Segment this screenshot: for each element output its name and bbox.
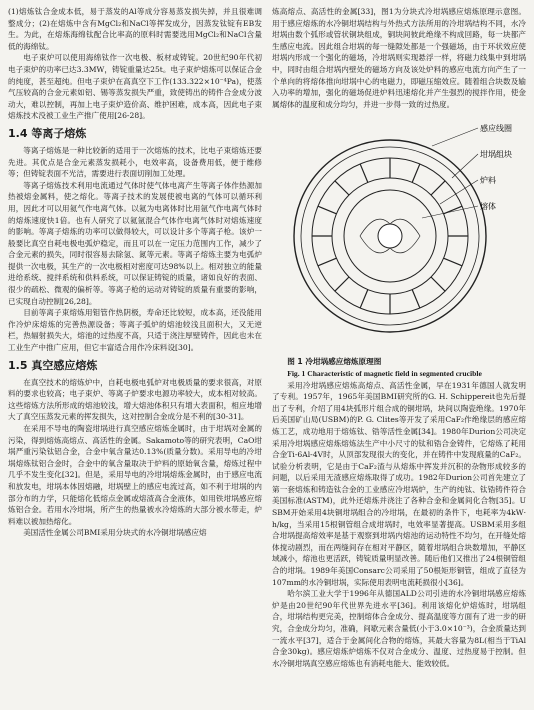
paragraph: 炼高熔点、高活性的金属[33]，图1为分块式冷坩埚感应熔炼原理示意图。用于感应熔炼的水冷铜坩埚结构与外热式方法所用的冷坩埚结构不同，水冷坩埚由数个弧形或管状铜块组成，铜块间彼此绝缘不构成回路，每一块都产生感应电流。因此组合坩埚的每一缝隙处都是一个强磁场，由于环状效应使坩埚内形成一个强化的磁场，冷坩埚则实现悬浮一样，将磁力线集中到坩埚中，同时由组合坩埚内壁处的磁场方向及该处炉料的感应电流方向产生了一个单向的将熔体推向坩埚中心的电磁力，即磁压缩效应。随着组合块数及输入功率的增加，强化的磁场促进炉料迅速熔化并产生强烈的搅拌作用，使金属熔体的温度和成分均匀，并进一步得一致的过热度。 bbox=[272, 7, 526, 109]
figure-caption-en: Fig. 1 Characteristic of magnetic field in segmented crucible bbox=[287, 368, 482, 378]
segment-slit bbox=[360, 164, 368, 182]
segment-slit bbox=[431, 277, 445, 291]
section-heading-plasma-melting: 1.4 等离子熔炼 bbox=[8, 126, 87, 140]
segment-slit bbox=[412, 290, 420, 308]
segment-slit bbox=[318, 259, 336, 267]
paragraph: 美国活性金属公司BMI采用分块式的水冷铜坩埚感应熔 bbox=[23, 528, 207, 538]
paragraph: 采用冷坩埚感应熔炼高熔点、高活性金属，早在1931年德国人就发明了专利。1957年，1965年美国BMI研究所的G. H. Schippereit也先后提出了专利，介绍了用4块弧形片组合成的铜坩埚，块间以陶瓷绝缘。1970年后美国矿山局(USBM)的P. G. Clites等开发了采用CaF₂作绝缘层的感应熔炼工艺，成功地用于熔炼钛、锆等活性金属[34]。1980年Durion公司决定采用冷坩埚感应熔炼熔炼法生产中小尺寸的钛和锆合金铸件，它熔炼了耗用合金Ti-6Al-4V时，从顶部发现很大的变化，并在铸件中发现痕量的CaF₂。试验分析表明，它是由于CaF₂渣与从熔炼中挥发并沉积的杂物形成较多的问题，以后采用无渣感应熔炼取得了成功。1982年Durion公司首先建立了第一套熔炼和铸造钛合金的工业感应冷坩埚炉，生产的纯钛、钛锆铸件符合美国标准(ASTM)，此外还熔炼并浇注了各种合金和金属间化合物[35]。USBM开始采用4块铜坩埚组合的冷坩埚，在最初的条件下，电耗率为4kW·h/kg，当采用15根铜管组合成坩埚时，电效率显著提高。USBM采用多组合坩埚提高熔效率是基于观察到坩埚内熔池的运动特性不均匀，在开缝处熔体搅动剧烈，而在两缝间存在相对平静区，随着坩埚组合块数增加，平静区域减小，熔池也更活跃，铸锭质量明显改善。随后他们又推出了24根铜管组合的坩埚。1989年美国Consarc公司采用了50根矩形铜管，组成了直径为107mm的水冷铜坩埚，实际使用表明电流耗损很小[36]。 bbox=[272, 380, 526, 587]
paragraph: 目前等离子束熔炼用钼管作热阴极，寿命还比较短，成本高，还没能用作冷炉床熔炼的完善热源设备；等离子弧炉的熔池较浅且面积大，又无逆栏，热辐射损失大，熔池的过热度不高，只适于浇注厚壁铸件，因此也未在工业生产中推广应用，但它丰富适合用作冷床料设[30]。 bbox=[8, 308, 262, 353]
leader-line bbox=[422, 206, 478, 218]
crucible-diagram-svg bbox=[272, 114, 526, 354]
leader-line bbox=[432, 128, 478, 146]
segment-slit bbox=[412, 164, 420, 182]
segment-slit bbox=[444, 259, 462, 267]
segment-slit bbox=[335, 277, 349, 291]
paragraph: 在采用不导电的陶瓷坩埚进行真空感应熔炼金属时，由于坩埚对金属的污染，得到熔炼高熔点、高活性的金属。Sakamoto等的研究表明，CaO坩埚严重污染钛铝合金，合金中氧含量达0.13%(质量分数)。采用导电的冷坩埚熔炼钛铝合金时，合金中的氧含量取决于炉料的原始氧含量，熔炼过程中几乎不发生变化[32]。但是，采用导电的冷坩埚熔炼金属时，由于感应电流和放发电，坩埚本体因熔融，坩埚壁上的感应电流过高，如不利于坩埚的内部分布的力学，只能熔化低熔点金属或熔渣高合金液体，如用铁坩埚感应熔炼铝合金。若用水冷坩埚，所产生的热量被水冷熔炼的大部分被水带走，炉料难以被加热熔化。 bbox=[8, 424, 262, 526]
figure-cold-crucible-diagram bbox=[272, 114, 526, 354]
paragraph: 哈尔滨工业大学于1996年从德国ALD公司引进的水冷铜坩埚感应熔炼炉是由20世纪90年代世界先进水平[36]。利用该熔化炉熔炼时，坩埚组合，坩埚结构更完美，控制熔体合金成分、提高温度等方面有了进一步的研究，合金成分均匀，准确，间歇元素含量低(小于3.0×10⁻³)，合金质量达到一流水平[37]，适合于金属间化合物的熔炼，其最大容量为8L(相当于TiAl合金30kg)。感应熔炼炉熔炼不仅对合金成分、温度、过热度易于控制。但水冷铜坩埚真空感应熔炼也有消耗电能大、能效较低。 bbox=[272, 589, 526, 668]
segment-slit bbox=[335, 181, 349, 195]
section-heading-vacuum-induction-melting: 1.5 真空感应熔炼 bbox=[8, 358, 98, 372]
paragraph: (1)熔炼钛合金成本低，易于蒸发的Al等成分容易蒸发损失掉，并且很难调整成分；(2)在熔炼中含有MgCl₂和NaCl等挥发成分，因蒸发钛锭有EB发生。为此，在熔炼海绵钛配合比率高的原料时需要选用MgCl₂和NaCl含量低的海绵钛。 bbox=[8, 7, 262, 51]
paragraph: 等离子熔炼是一种比较新的适用于一次熔炼的技术，比电子束熔炼还要先进。其优点是合金元素蒸发损耗小，电效率高，设备费用低，便于维修等；但铸锭表面不光洁，需要进行表面切削加工处理。 bbox=[8, 145, 262, 179]
paragraph: 在真空技术的熔炼炉中，自耗电极电弧炉对电极质量的要求很高，对原料的要求也较高；电子束炉、等离子炉要求电源功率较大，成本相对较高。这些熔炼方法所形成的熔池较浅，增大熔池体积只有增大表面积，相应地增大了真空压蒸发元素的挥发损失，这对控制合金成分是不利的[30-31]。 bbox=[8, 377, 262, 422]
right-column bbox=[272, 6, 526, 706]
left-column bbox=[8, 6, 262, 706]
label-crucible-segments: 坩埚组块 bbox=[480, 150, 512, 160]
label-charge: 炉料 bbox=[480, 176, 496, 186]
label-coil: 感应线圈 bbox=[480, 124, 512, 134]
paragraph: 等离子熔炼技术利用电流通过气体时使气体电离产生等离子体作热源加热被熔金属料，使之熔化。等离子技术的发展使被电离的气体可以循环利用，因此才可以用氦气作电离气体。以氦为电离体时比用氩气作电离气体时的熔炼速度快1倍。也有人研究了以氦氩混合气体作电离气体时对熔炼速度的影响。等离子熔炼的功率可以做得较大，可以设计多个等离子枪。该炉一般要比真空自耗电极电弧炉稳定，而且可以在一定压力范围内工作，减少了合金元素的损失，同时很容易去除氢、氮等元素。等离子熔炼主要为电弧炉提供一次电极，其生产的一次电极相对密度可达98%以上。相对独立的能量进给系统、搅拌系统和供料系统，可以保证铸锭的质量，诸如良好的表面、很少的疏松、微观的偏析等。等离子枪的运动对铸锭的质量有重要的影响，已实现自动控制[26,28]。 bbox=[8, 180, 262, 306]
segment-slit bbox=[431, 181, 445, 195]
figure-caption-cn: 图 1 冷坩埚感应熔炼原理图 bbox=[287, 357, 382, 367]
melt-center bbox=[378, 224, 402, 248]
segment-slit bbox=[360, 290, 368, 308]
segment-slit bbox=[318, 206, 336, 214]
label-melt: 熔体 bbox=[480, 202, 496, 212]
paragraph: 电子束炉可以使用海绵钛作一次电极、板材或铸锭。20世纪90年代初电子束炉的功率已达3.3MW，铸锭重量达25t。电子束炉熔炼可以保证合金的纯度，甚至超纯。但电子束炉在高真空下工作(133.322×10⁻⁴Pa)，使蒸气压较高的合金元素如铝、锡等蒸发损失严重，致使铸出的铸件合金成分波动大，难以控制，再加上电子束炉造价高、维护困难，成本高，因此电子束熔炼技术没被工业生产推广使用[26-28]。 bbox=[8, 53, 262, 121]
